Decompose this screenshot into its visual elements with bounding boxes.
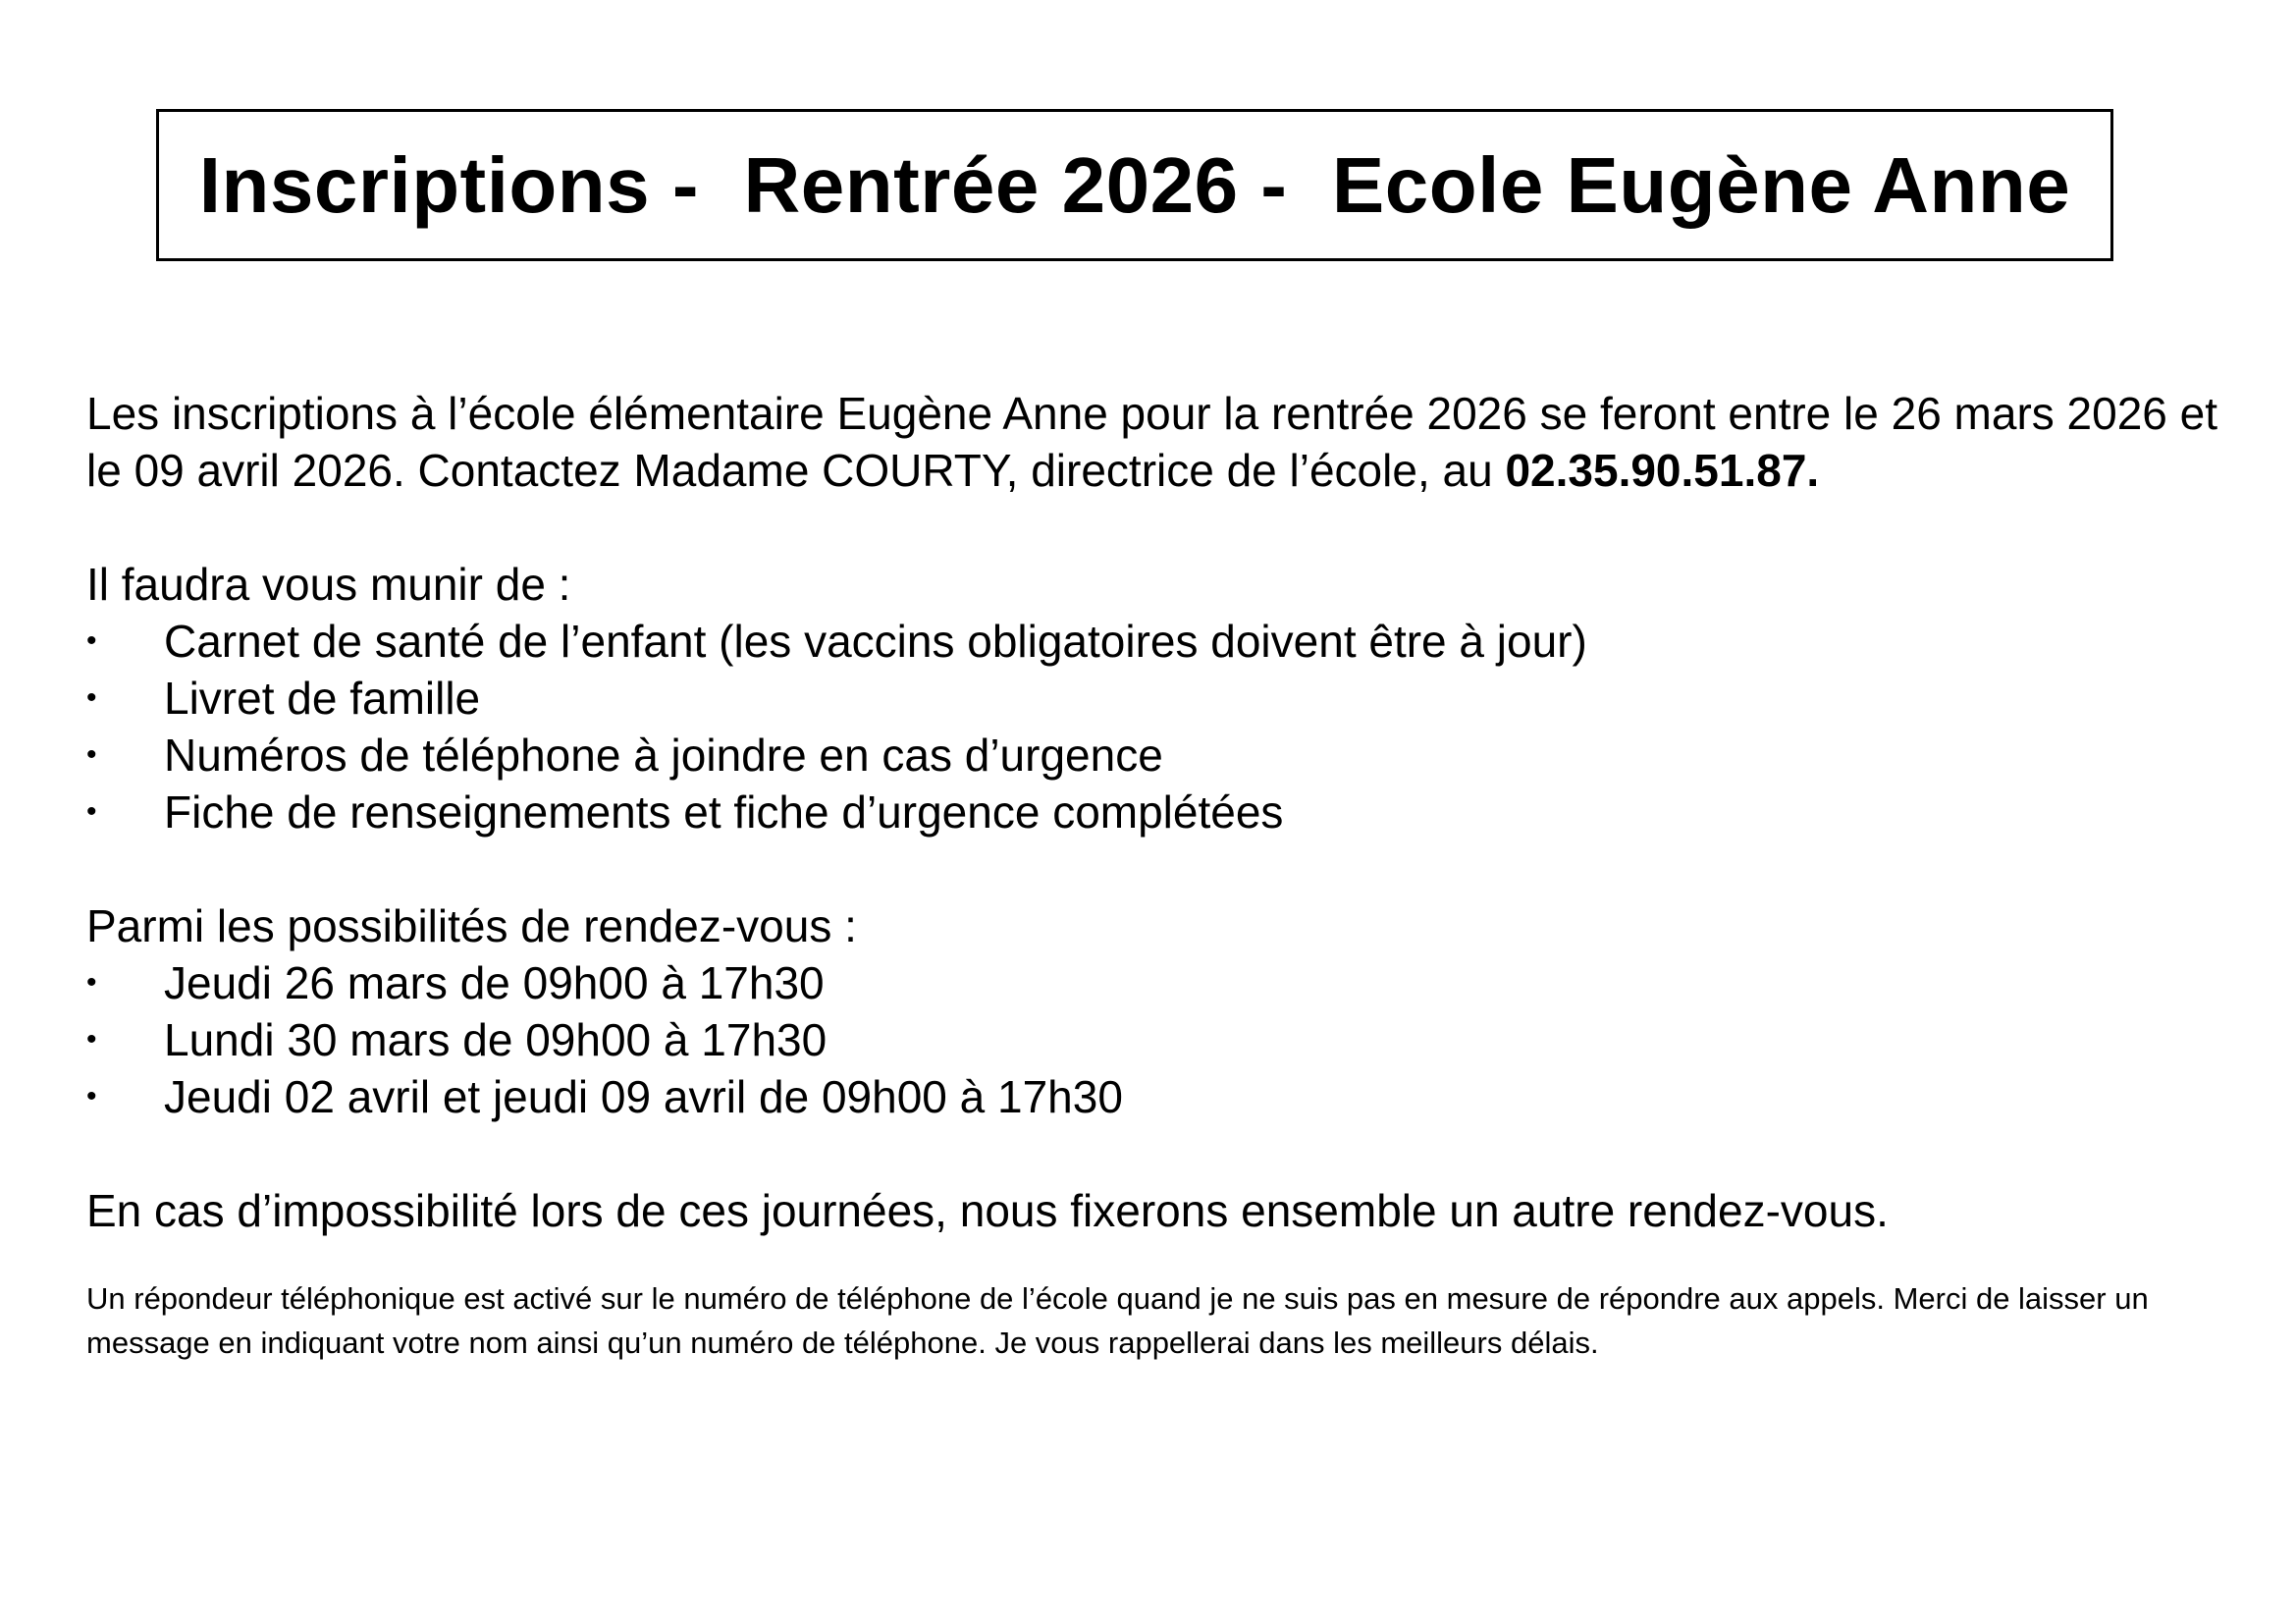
intro-text: Les inscriptions à l’école élémentaire Eugène Anne pour la rentrée 2026 se feront entre le 26 mars 2026 et le 09 avril 2026. Contactez Madame COURTY, directrice de l’école, au (86, 388, 2218, 496)
bullet-icon: • (86, 1080, 97, 1112)
intro-paragraph (86, 385, 2226, 499)
document-body (86, 385, 2226, 1365)
list-item (86, 784, 2226, 840)
bullet-icon: • (86, 1023, 97, 1056)
list-item-text: Livret de famille (164, 673, 481, 724)
list-item-text: Lundi 30 mars de 09h00 à 17h30 (164, 1014, 828, 1065)
list-item-text: Numéros de téléphone à joindre en cas d’urgence (164, 730, 1163, 781)
bullet-icon: • (86, 795, 97, 828)
answering-machine-note: Un répondeur téléphonique est activé sur le numéro de téléphone de l’école quand je ne suis pas en mesure de répondre aux appels. Merci de laisser un message en indiquant votre nom ainsi qu’un numéro de téléphone. Je vous rappellerai dans les meilleurs délais. (86, 1281, 2149, 1360)
list-item-text: Fiche de renseignements et fiche d’urgence complétées (164, 786, 1284, 838)
list-item-text: Jeudi 26 mars de 09h00 à 17h30 (164, 957, 825, 1008)
bullet-icon: • (86, 966, 97, 999)
title-box (156, 109, 2113, 261)
appointments-heading: Parmi les possibilités de rendez-vous : (86, 900, 857, 951)
bullet-icon: • (86, 738, 97, 771)
list-item (86, 670, 2226, 727)
appointments-list (86, 954, 2226, 1125)
list-item (86, 1068, 2226, 1125)
list-item (86, 727, 2226, 784)
closing-paragraph: En cas d’impossibilité lors de ces journées, nous fixerons ensemble un autre rendez-vous. (86, 1185, 1889, 1236)
spacer (86, 840, 2226, 897)
list-item (86, 954, 2226, 1011)
documents-heading: Il faudra vous munir de : (86, 559, 571, 610)
bullet-icon: • (86, 624, 97, 657)
list-item (86, 613, 2226, 670)
bullet-icon: • (86, 681, 97, 714)
spacer (86, 1125, 2226, 1182)
list-item-text: Carnet de santé de l’enfant (les vaccins obligatoires doivent être à jour) (164, 616, 1587, 667)
phone-number: 02.35.90.51.87. (1505, 445, 1820, 496)
documents-list (86, 613, 2226, 840)
page-title: Inscriptions - Rentrée 2026 - Ecole Eugène Anne (198, 140, 2071, 229)
spacer (86, 499, 2226, 556)
list-item (86, 1011, 2226, 1068)
list-item-text: Jeudi 02 avril et jeudi 09 avril de 09h00 à 17h30 (164, 1071, 1123, 1122)
